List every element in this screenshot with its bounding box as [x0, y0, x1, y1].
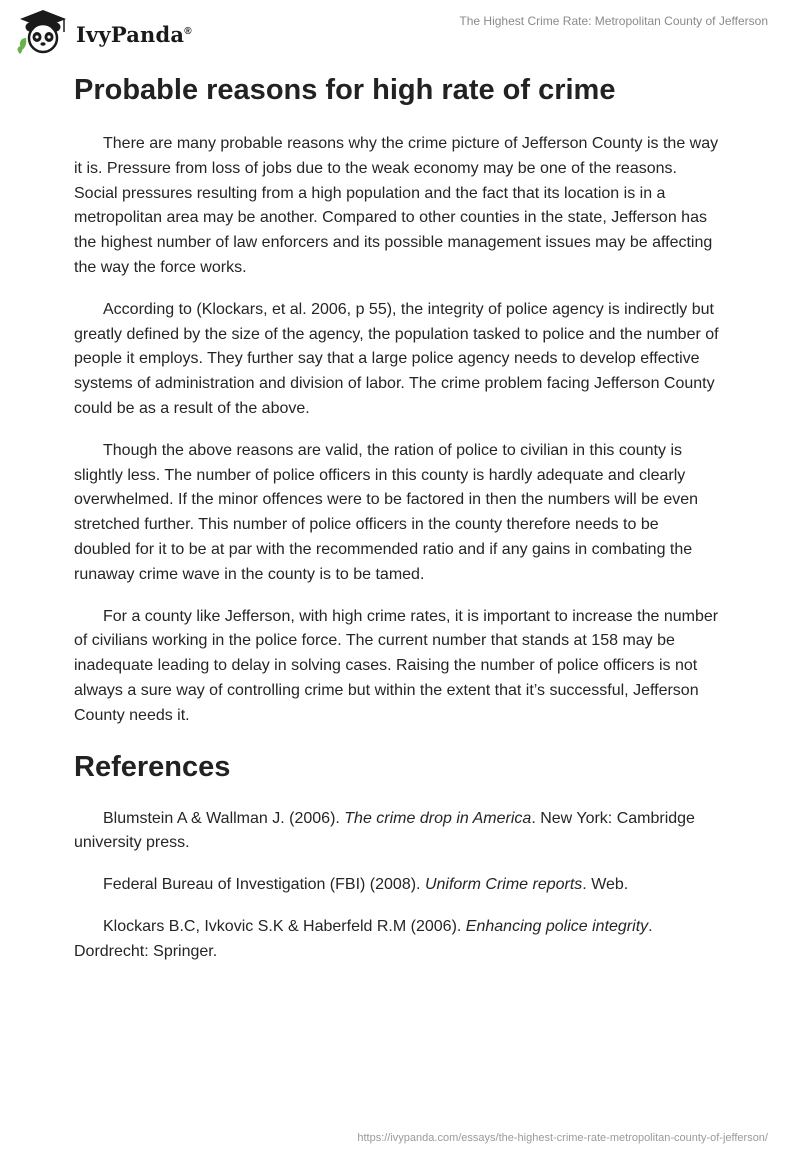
source-url[interactable]: https://ivypanda.com/essays/the-highest-crime-rate-metropolitan-county-of-jefferson/ — [357, 1132, 768, 1144]
essay-content — [74, 72, 720, 965]
page-header — [0, 0, 800, 60]
section-heading: Probable reasons for high rate of crime — [74, 74, 616, 106]
running-head: The Highest Crime Rate: Metropolitan County of Jefferson — [459, 14, 768, 28]
logo-wordmark: IvyPanda® — [76, 21, 192, 47]
reference-item: Klockars B.C, Ivkovic S.K & Haberfeld R.M (2006). Enhancing police integrity. Dordrecht: Springer. — [74, 917, 653, 960]
panda-graduate-icon — [16, 8, 70, 56]
references-heading: References — [74, 750, 231, 783]
paragraph: According to (Klockars, et al. 2006, p 55), the integrity of police agency is indirectly but greatly defined by the size of the agency, the population tasked to police and the number of people it employs. They further say that a large police agency needs to develop effective systems of administration and division of labor. The crime problem facing Jefferson County could be as a result of the above. — [74, 300, 719, 417]
references-list — [74, 807, 720, 965]
paragraph: Though the above reasons are valid, the ration of police to civilian in this county is slightly less. The number of police officers in this county is hardly adequate and clearly overwhelmed. If the minor offences were to be factored in then the numbers will be even stretched further. This number of police officers in the county therefore needs to be doubled for it to be at par with the recommended ratio and if any gains in combating the runaway crime wave in the county is to be tamed. — [74, 441, 699, 583]
section-body — [74, 132, 720, 729]
reference-item: Blumstein A & Wallman J. (2006). The crime drop in America. New York: Cambridge university press. — [74, 809, 695, 852]
paragraph: There are many probable reasons why the crime picture of Jefferson County is the way it is. Pressure from loss of jobs due to the weak economy may be one of the reasons. Social pressures resulting from a high population and the fact that its location is in a metropolitan area may be another. Compared to other counties in the state, Jefferson has the highest number of law enforcers and its possible management issues may be affecting the way the force works. — [74, 135, 719, 276]
ivypanda-logo[interactable] — [16, 8, 192, 56]
reference-item: Federal Bureau of Investigation (FBI) (2008). Uniform Crime reports. Web. — [103, 876, 629, 894]
paragraph: For a county like Jefferson, with high crime rates, it is important to increase the number of civilians working in the police force. The current number that stands at 158 may be inadequate leading to delay in solving cases. Raising the number of police officers is not always a sure way of controlling crime but within the extent that it’s successful, Jefferson County needs it. — [74, 607, 719, 724]
